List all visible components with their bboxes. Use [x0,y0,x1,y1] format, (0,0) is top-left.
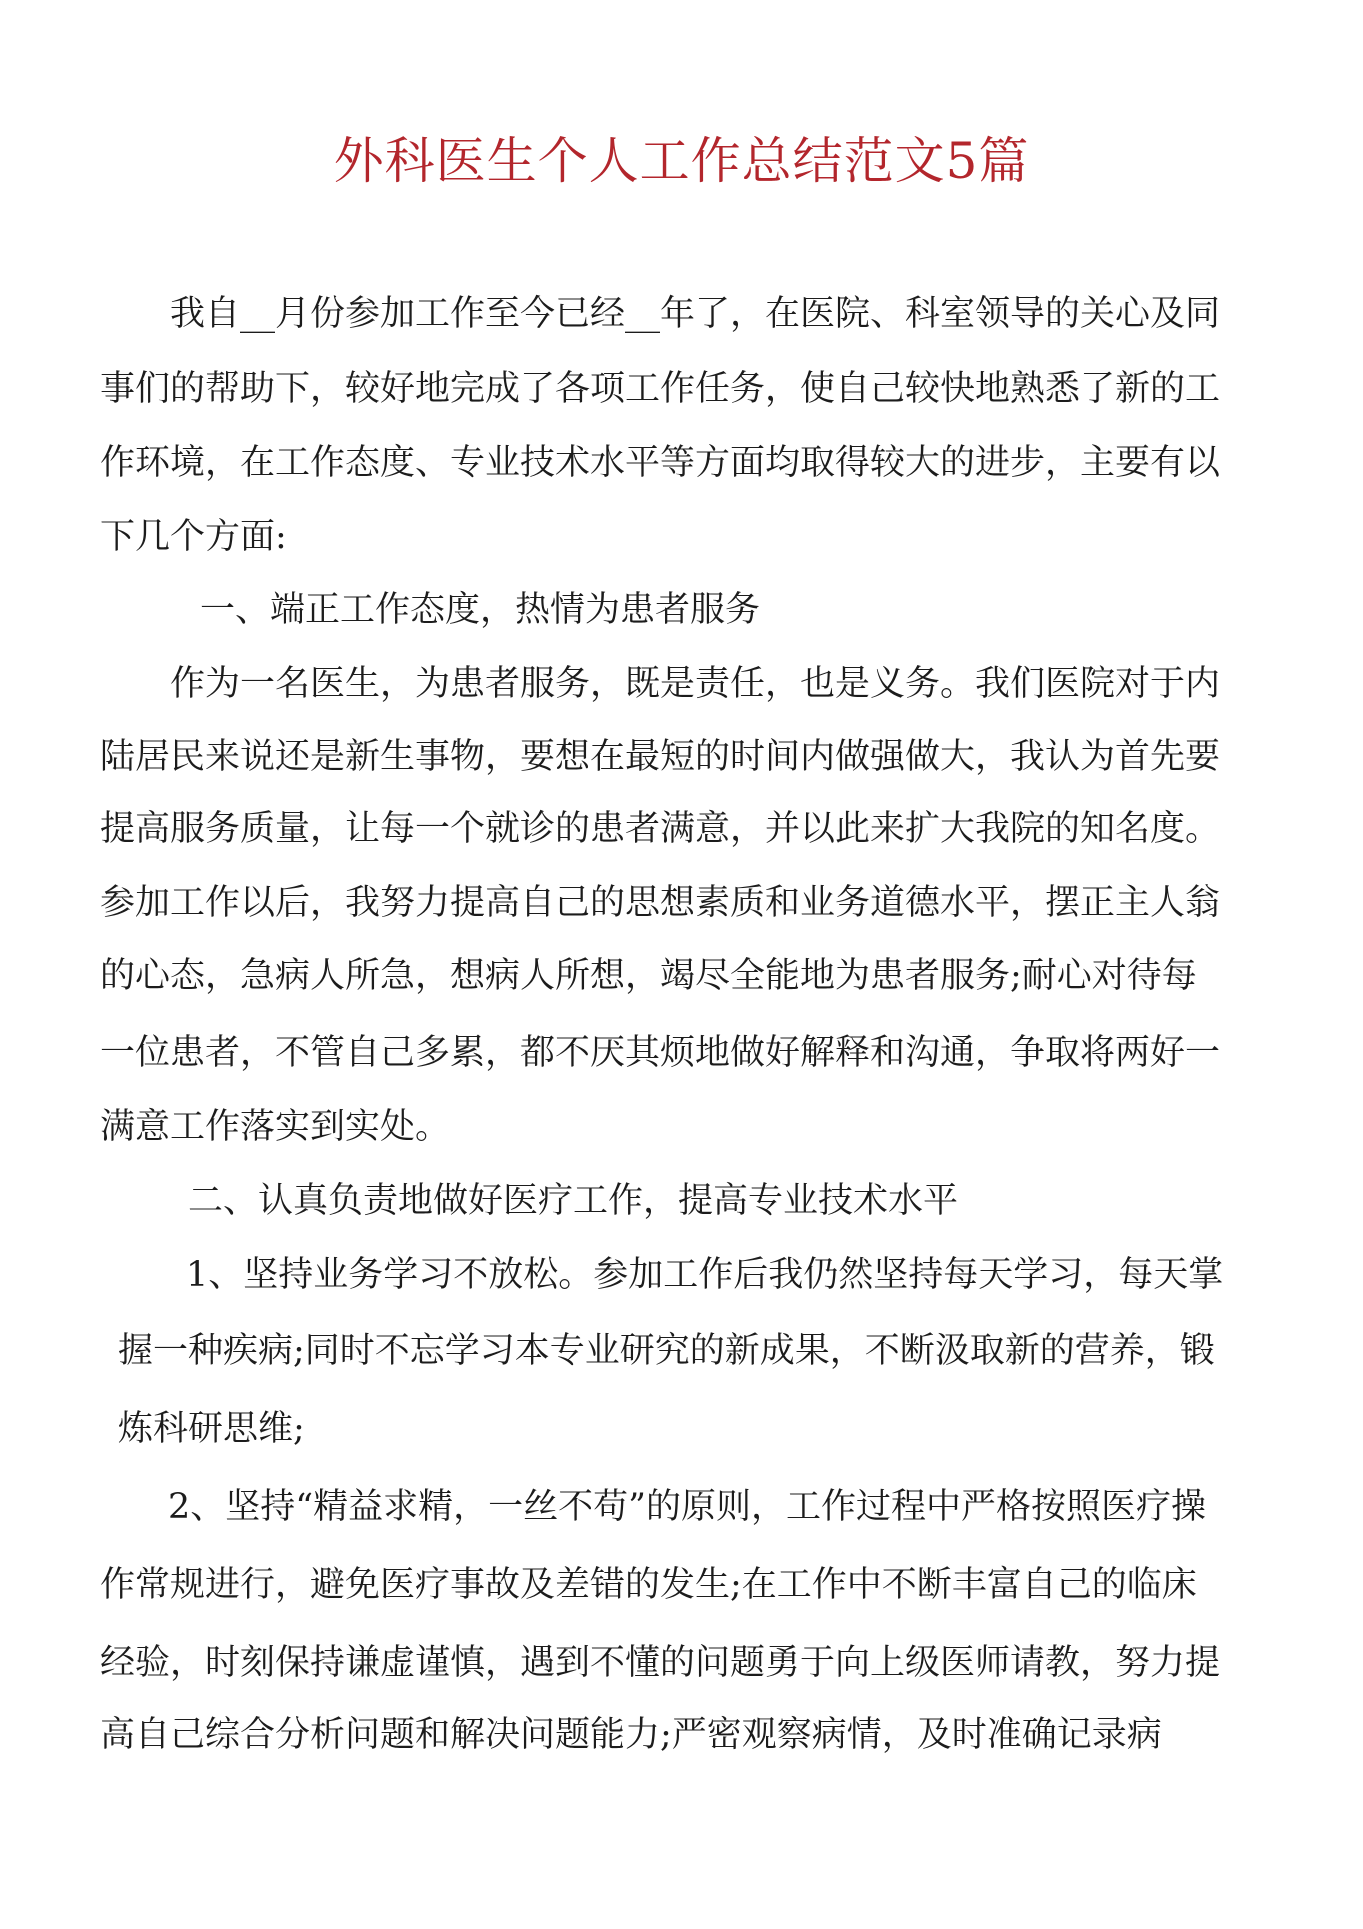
paragraph-line: 作常规进行，避免医疗事故及差错的发生;在工作中不断丰富自己的临床 [100,1565,1197,1605]
paragraph-line: 1、坚持业务学习不放松。参加工作后我仍然坚持每天学习，每天掌 [186,1255,1224,1295]
paragraph-line: 提高服务质量，让每一个就诊的患者满意，并以此来扩大我院的知名度。 [100,809,1221,849]
paragraph-line: 满意工作落实到实处。 [100,1107,451,1147]
paragraph-line: 作环境，在工作态度、专业技术水平等方面均取得较大的进步，主要有以 [100,443,1221,483]
paragraph-line: 一位患者，不管自己多累，都不厌其烦地做好解释和沟通，争取将两好一 [100,1033,1221,1073]
paragraph-line: 高自己综合分析问题和解决问题能力;严密观察病情，及时准确记录病 [100,1715,1162,1755]
paragraph-line: 下几个方面: [100,517,287,557]
paragraph-line: 事们的帮助下，较好地完成了各项工作任务，使自己较快地熟悉了新的工 [100,369,1221,409]
section-heading: 二、认真负责地做好医疗工作，提高专业技术水平 [188,1181,959,1221]
paragraph-line: 作为一名医生，为患者服务，既是责任，也是义务。我们医院对于内 [170,664,1221,704]
paragraph-line: 陆居民来说还是新生事物，要想在最短的时间内做强做大，我认为首先要 [100,737,1221,777]
document-title: 外科医生个人工作总结范文5篇 [333,132,1030,190]
paragraph-line: 2、坚持“精益求精，一丝不苟”的原则，工作过程中严格按照医疗操 [168,1487,1207,1527]
paragraph-line: 炼科研思维; [118,1409,305,1449]
section-heading: 一、端正工作态度，热情为患者服务 [200,590,761,630]
paragraph-line: 经验，时刻保持谦虚谨慎，遇到不懂的问题勇于向上级医师请教，努力提 [100,1643,1221,1683]
paragraph-line: 我自__月份参加工作至今已经__年了，在医院、科室领导的关心及同 [170,294,1221,334]
paragraph-line: 参加工作以后，我努力提高自己的思想素质和业务道德水平，摆正主人翁 [100,883,1221,923]
paragraph-line: 的心态，急病人所急，想病人所想，竭尽全能地为患者服务;耐心对待每 [100,956,1197,996]
paragraph-line: 握一种疾病;同时不忘学习本专业研究的新成果，不断汲取新的营养，锻 [118,1331,1215,1371]
